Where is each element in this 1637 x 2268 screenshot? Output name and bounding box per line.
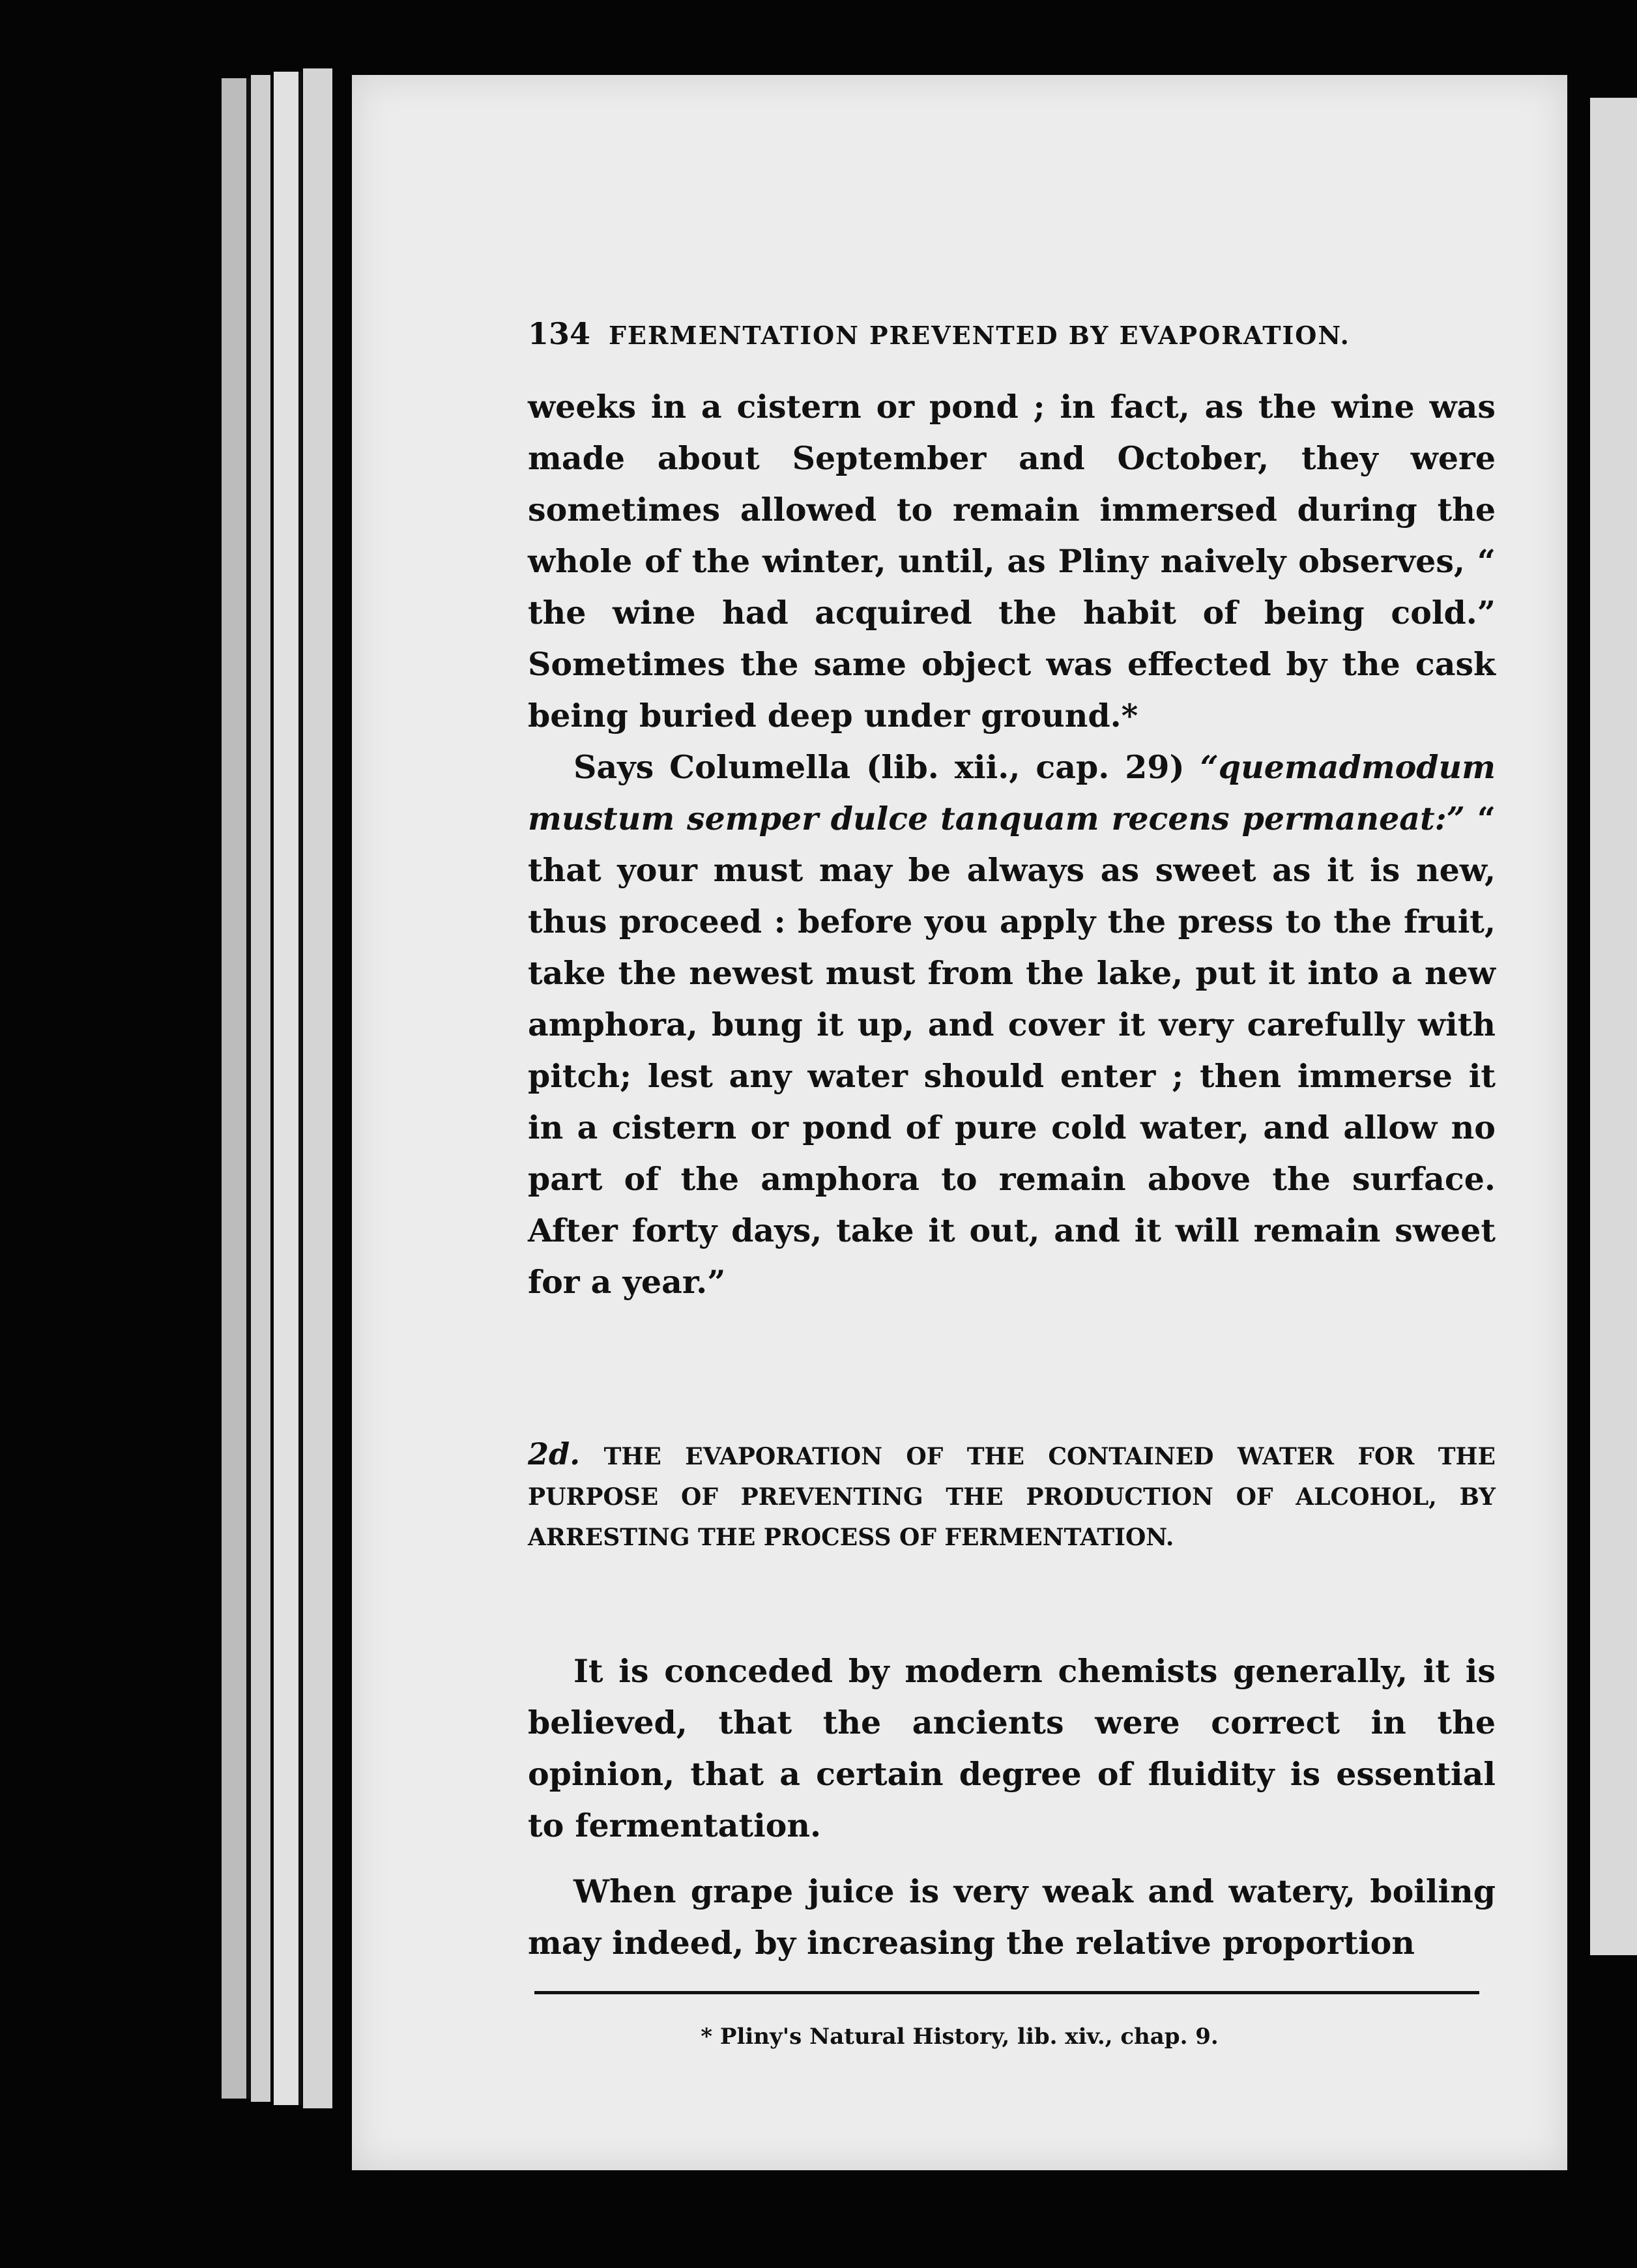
footnote: * Pliny's Natural History, lib. xiv., chap. 9. [701,2024,1219,2050]
section-heading [528,1434,1496,1558]
body-text-continued [528,1646,1496,1983]
body-text [528,381,1496,1308]
book-page [352,75,1567,2170]
page-stack-edge [303,68,332,2108]
section-heading-text: THE EVAPORATION OF THE CONTAINED WATER FOR THE PURPOSE OF PREVENTING THE PRODUCTION OF ALCOHOL, BY ARRESTING THE PROCESS OF FERMENTATION. [528,1443,1496,1551]
paragraph: It is conceded by modern chemists generally, it is believed, that the ancients were correct in the opinion, that a certain degree of fluidity is essential to fermentation. [528,1652,1496,1844]
section-label: 2d. [528,1436,581,1472]
latin-quote: “quemadmodum mustum semper dulce tanquam recens permaneat:” [528,748,1496,837]
paragraph: weeks in a cistern or pond ; in fact, as the wine was made about September and October, they were sometimes allowed to remain immersed during the whole of the winter, until, as Pliny naively observes, “ the wine had acquired the habit of being cold.” Sometimes the same object was effected by the cask being buried deep under ground.* [528,388,1496,734]
paragraph-intro: Says Columella (lib. xii., cap. 29) [573,748,1200,786]
paragraph-columella [528,742,1496,1308]
page-number: 134 [528,316,591,351]
page-stack-edge [251,75,270,2102]
running-header [528,316,1505,368]
page-stack-edge [274,72,300,2105]
facing-page-edge [1590,98,1637,1955]
footnote-divider [534,1991,1479,1994]
running-title: FERMENTATION PREVENTED BY EVAPORATION. [609,321,1350,350]
page-edge-line [298,72,302,2105]
page-stack-edge [222,78,248,2099]
paragraph: When grape juice is very weak and watery, boiling may indeed, by increasing the relative proportion [528,1872,1496,1962]
paragraph-translation: “ that your must may be always as sweet as it is new, thus proceed : before you apply the press to the fruit, take the newest must from the lake, put it into a new amphora, bung it up, and cover it very carefully with pitch; lest any water should enter ; then immerse it in a cistern or pond of pure cold water, and allow no part of the amphora to remain above the surface. After forty days, take it out, and it will remain sweet for a year.” [528,800,1496,1301]
page-edge-line [246,78,250,2099]
